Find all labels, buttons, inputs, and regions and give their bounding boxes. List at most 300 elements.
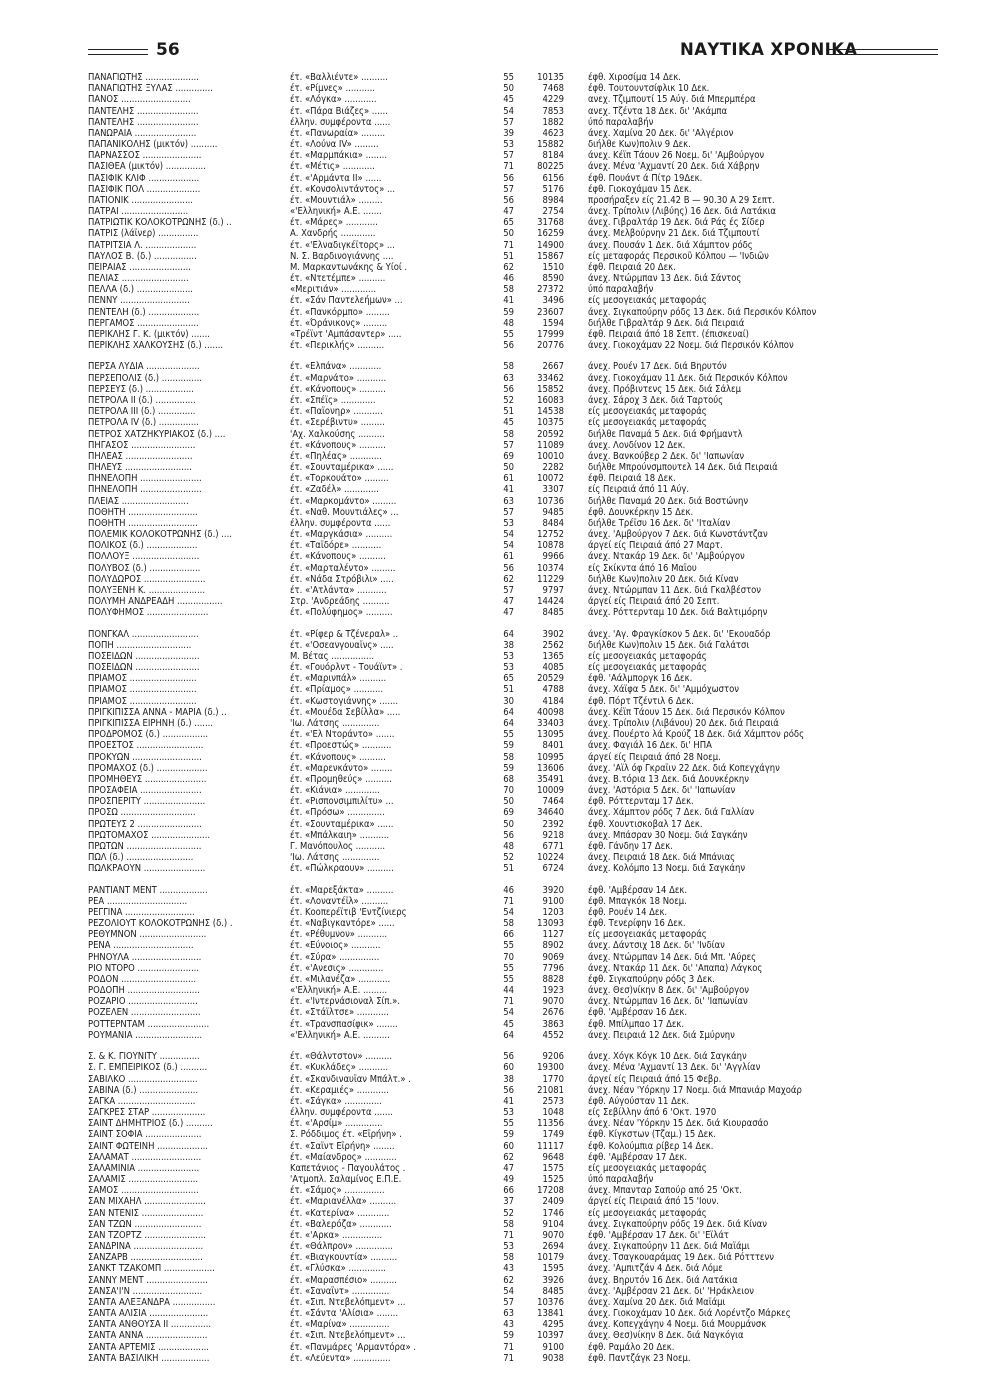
ship-name: ΡΟΤΤΕΡΝΤΑΜ ....................... bbox=[88, 1018, 210, 1030]
movement: άργεί είς Πειραιά άπό 28 Νοεμ. bbox=[588, 751, 721, 763]
ship-name: ΣΑΒΙΛΚΟ .......................... bbox=[88, 1073, 198, 1085]
ship-name: ΣΑΓΚΑ ............................. bbox=[88, 1095, 196, 1107]
owner: έλλην. συμφέροντα ...... bbox=[290, 116, 391, 128]
tonnage: 7796 bbox=[542, 962, 564, 974]
movement: είς Σεβίλλην άπό 6 'Οκτ. 1970 bbox=[588, 1107, 717, 1119]
movement: άνεχ. Τσαγκουαράμας 19 Δεκ. διά Ρότττενν bbox=[588, 1252, 774, 1264]
movement: έφθ. Κίγκστων (Τζαμ.) 15 Δεκ. bbox=[588, 1129, 716, 1141]
movement: άνεχ. Ντακάρ 19 Δεκ. δι' 'Αμβούργον bbox=[588, 551, 745, 563]
movement: άνεχ. Πειραιά 12 Δεκ. διά Σμύρνην bbox=[588, 1029, 735, 1041]
tonnage: 9104 bbox=[542, 1218, 564, 1230]
tonnage: 4788 bbox=[542, 684, 564, 696]
year-built: 59 bbox=[503, 1129, 514, 1141]
movement: είς μεσογειακάς μεταφοράς bbox=[588, 1162, 707, 1174]
ship-name: ΠΡΟΣΩ ............................ bbox=[88, 807, 196, 819]
ship-row bbox=[88, 1152, 938, 1163]
owner: έτ. «Μιλανέζα» ............ bbox=[290, 973, 391, 985]
ship-row bbox=[88, 361, 938, 372]
movement: άνεχ. Βηρυτόν 16 Δεκ. διά Λατάκια bbox=[588, 1274, 738, 1286]
owner: Σ. Ρόδδιμος έτ. «Εΐρήνη» . bbox=[290, 1129, 402, 1141]
ship-row bbox=[88, 217, 938, 228]
owner: έτ. «Σερέβιντυ» ......... bbox=[290, 417, 385, 429]
year-built: 65 bbox=[503, 217, 514, 229]
tonnage: 1575 bbox=[542, 1162, 564, 1174]
tonnage: 2392 bbox=[542, 818, 564, 830]
year-built: 57 bbox=[503, 150, 514, 162]
owner: 'Αχ. Χαλκούσης .......... bbox=[290, 428, 385, 440]
owner: έτ. «Κονσολιντάντος» ... bbox=[290, 183, 396, 195]
ship-name: ΣΑΝΤΑ ΑΛΕΞΑΝΔΡΑ ................ bbox=[88, 1296, 216, 1308]
ship-name: ΣΑΛΑΜΙΣ .......................... bbox=[88, 1174, 199, 1186]
year-built: 57 bbox=[503, 439, 514, 451]
ship-row bbox=[88, 1062, 938, 1073]
owner: έτ. «Ρέθυμνον» ........... bbox=[290, 929, 388, 941]
movement: διήλθε Κων)πολιν 15 Δεκ. διά Γαλάτσι bbox=[588, 639, 750, 651]
ship-name: ΠΕΙΡΑΙΑΣ ....................... bbox=[88, 261, 191, 273]
year-built: 47 bbox=[503, 206, 514, 218]
year-built: 54 bbox=[503, 529, 514, 541]
movement: άνεχ. 'Αγ. Φραγκίσκον 5 Δεκ. δι' 'Εκουαδόρ bbox=[588, 628, 771, 640]
year-built: 59 bbox=[503, 762, 514, 774]
owner: έτ. «Μαρνάτο» ........... bbox=[290, 372, 387, 384]
year-built: 55 bbox=[503, 973, 514, 985]
year-built: 55 bbox=[503, 72, 514, 83]
tonnage: 3920 bbox=[542, 884, 564, 896]
year-built: 53 bbox=[503, 1107, 514, 1119]
ship-row bbox=[88, 1342, 938, 1353]
owner: έτ. «Σιπ. Ντεβελόπμεντ» ... bbox=[290, 1330, 406, 1342]
ship-row bbox=[88, 540, 938, 551]
movement: διήλθε Παναμά 5 Δεκ. διά Φρήμαντλ bbox=[588, 428, 743, 440]
year-built: 44 bbox=[503, 985, 514, 997]
owner: έτ. «Βαλλιέντε» .......... bbox=[290, 72, 388, 83]
tonnage: 4295 bbox=[542, 1319, 564, 1331]
ship-row bbox=[88, 940, 938, 951]
movement: ανεχ. Τζέντα 18 Δεκ. δι' 'Ακάμπα bbox=[588, 105, 728, 117]
tonnage: 14900 bbox=[537, 239, 564, 251]
owner: έτ. «Τρανσπασίφικ» ........ bbox=[290, 1018, 398, 1030]
ship-row bbox=[88, 318, 938, 329]
owner: έτ. «'Ιντερνάσιοναλ Σίπ.». bbox=[290, 996, 400, 1008]
tonnage: 40098 bbox=[537, 706, 564, 718]
ship-row bbox=[88, 841, 938, 852]
movement: άνεχ. Τρίπολιν (Λιβάνου) 20 Δεκ. διά Πειραιά bbox=[588, 718, 779, 729]
owner: έτ. «Σάμος» ............... bbox=[290, 1185, 385, 1197]
year-built: 38 bbox=[503, 1073, 514, 1085]
owner: έτ. «'Αρσίμ» .............. bbox=[290, 1118, 383, 1130]
owner: έτ. «Κάνοπους» .......... bbox=[290, 439, 386, 451]
tonnage: 9966 bbox=[542, 551, 564, 563]
ship-row bbox=[88, 284, 938, 295]
ship-name: ΠΡΟΕΣΤΟΣ ......................... bbox=[88, 740, 204, 752]
ship-row bbox=[88, 1353, 938, 1364]
tonnage: 3863 bbox=[542, 1018, 564, 1030]
year-built: 57 bbox=[503, 116, 514, 128]
owner: έτ. «Κεραμιές» ............ bbox=[290, 1084, 389, 1096]
year-built: 51 bbox=[503, 684, 514, 696]
owner: έτ. «Σάγκα» .............. bbox=[290, 1095, 382, 1107]
tonnage: 9069 bbox=[542, 951, 564, 963]
ship-row bbox=[88, 262, 938, 273]
movement: άνεχ. Μένα 'Αχμαντί 20 Δεκ. διά Χάβρην bbox=[588, 161, 760, 173]
ship-row bbox=[88, 729, 938, 740]
ship-name: ΠΡΩΤΟΜΑΧΟΣ ...................... bbox=[88, 829, 211, 841]
owner: «Μεριτιάν» ............. bbox=[290, 284, 377, 296]
owner: Στρ. 'Ανδρεάδης .......... bbox=[290, 596, 390, 608]
ship-row bbox=[88, 696, 938, 707]
year-built: 48 bbox=[503, 317, 514, 329]
ship-row bbox=[88, 384, 938, 395]
movement: άνεχ. Χαμίνα 20 Δεκ. δι' 'Αλγέριον bbox=[588, 127, 734, 139]
tonnage: 4229 bbox=[542, 94, 564, 106]
ship-row bbox=[88, 1007, 938, 1018]
ship-row bbox=[88, 952, 938, 963]
ship-name: ΠΟΛΛΟΥΞ ......................... bbox=[88, 551, 200, 563]
year-built: 55 bbox=[503, 962, 514, 974]
owner: έτ. «Ζαδέλ» ............. bbox=[290, 484, 379, 496]
ship-row bbox=[88, 1196, 938, 1207]
ship-row bbox=[88, 251, 938, 262]
year-built: 56 bbox=[503, 1084, 514, 1096]
movement: άνεχ. Σιγκαπούρην ρόδς 13 Δεκ. διά Περσικόν Κόλπον bbox=[588, 306, 817, 318]
year-built: 55 bbox=[503, 328, 514, 340]
year-built: 53 bbox=[503, 139, 514, 151]
tonnage: 2667 bbox=[542, 361, 564, 373]
ship-name: ΣΑΝ ΤΖΩΝ ......................... bbox=[88, 1218, 202, 1230]
tonnage: 10375 bbox=[537, 417, 564, 429]
ship-name: ΣΑΝΤΑ ΑΛΙΣΙΑ ...................... bbox=[88, 1308, 209, 1320]
ship-row bbox=[88, 574, 938, 585]
ship-name: ΠΑΝΑΓΙΩΤΗΣ .................... bbox=[88, 72, 199, 83]
ship-row bbox=[88, 518, 938, 529]
tonnage: 9038 bbox=[542, 1352, 564, 1364]
ship-name: ΠΕΤΡΟΛΑ ΙΙ (δ.) ............... bbox=[88, 395, 196, 406]
year-built: 56 bbox=[503, 194, 514, 206]
tonnage: 2573 bbox=[542, 1095, 564, 1107]
owner: έτ. «Ντετέμπε» .......... bbox=[290, 273, 386, 285]
ship-row bbox=[88, 496, 938, 507]
owner: έτ. «Προμηθεύς» .......... bbox=[290, 773, 392, 785]
tonnage: 2676 bbox=[542, 1007, 564, 1019]
owner: έτ. «Σουνταμέρικα» ...... bbox=[290, 818, 394, 830]
owner: έτ. «Σπέϊς» ............. bbox=[290, 395, 376, 406]
owner: έτ. «Μπάλκαιη» ........... bbox=[290, 829, 390, 841]
ship-name: ΠΑΠΑΝΙΚΟΛΗΣ (μικτόν) .......... bbox=[88, 139, 218, 151]
owner: έτ. «Θάλντστον» .......... bbox=[290, 1051, 393, 1063]
ship-row bbox=[88, 996, 938, 1007]
year-built: 54 bbox=[503, 540, 514, 552]
owner: έτ. «Ρίφερ & Τζένεραλ» .. bbox=[290, 628, 399, 640]
movement: έφθ. Χιροσίμα 14 Δεκ. bbox=[588, 72, 681, 83]
ship-row bbox=[88, 785, 938, 796]
owner: έτ. «Μαριανέλλα» .......... bbox=[290, 1196, 397, 1208]
tonnage: 16083 bbox=[537, 395, 564, 406]
movement: είς Πειραιά άπό 11 Αύγ. bbox=[588, 484, 690, 496]
owner: έτ. «Μαίανδρος» ............ bbox=[290, 1151, 397, 1163]
ship-name: ΠΡΙΑΜΟΣ ......................... bbox=[88, 684, 197, 696]
ship-name: ΣΑΝΤΑ ΑΝΝΑ ....................... bbox=[88, 1330, 208, 1342]
year-built: 43 bbox=[503, 1319, 514, 1331]
ship-name: ΠΟΛΥΒΟΣ (δ.) ................... bbox=[88, 562, 201, 574]
tonnage: 1882 bbox=[542, 116, 564, 128]
ship-row bbox=[88, 807, 938, 818]
owner: έτ. «Σύρα» ............... bbox=[290, 951, 380, 963]
ship-group bbox=[88, 885, 938, 1041]
owner: έτ. «Εύνοιος» ........... bbox=[290, 940, 381, 952]
tonnage: 2409 bbox=[542, 1196, 564, 1208]
ship-name: ΡΕΘΥΜΝΟΝ ......................... bbox=[88, 929, 207, 941]
tonnage: 10135 bbox=[537, 72, 564, 83]
movement: διήλθε Κων)πολιν 20 Δεκ. διά Κίναν bbox=[588, 573, 739, 585]
tonnage: 1746 bbox=[542, 1207, 564, 1219]
year-built: 71 bbox=[503, 1229, 514, 1241]
tonnage: 8984 bbox=[542, 194, 564, 206]
ship-row bbox=[88, 373, 938, 384]
owner: έτ. «Κάνοπους» .......... bbox=[290, 551, 386, 563]
ship-row bbox=[88, 1129, 938, 1140]
ship-name: ΠΟΣΕΙΔΩΝ ........................ bbox=[88, 650, 200, 662]
ship-row bbox=[88, 128, 938, 139]
movement: άνεχ. Γιοκοχάμαν 22 Νοεμ. διά Περσικόν Κόλπον bbox=[588, 340, 794, 352]
movement: έφθ. Ρόττερνταμ 17 Δεκ. bbox=[588, 796, 694, 808]
year-built: 71 bbox=[503, 895, 514, 907]
year-built: 69 bbox=[503, 450, 514, 462]
year-built: 57 bbox=[503, 1296, 514, 1308]
owner: έτ. «Γουόρλντ - Τουάϊντ» . bbox=[290, 662, 403, 674]
ship-row bbox=[88, 406, 938, 417]
year-built: 70 bbox=[503, 951, 514, 963]
owner: έτ. «Πρόσω» .............. bbox=[290, 807, 385, 819]
tonnage: 33403 bbox=[537, 718, 564, 729]
tonnage: 10374 bbox=[537, 562, 564, 574]
ship-row bbox=[88, 629, 938, 640]
year-built: 57 bbox=[503, 183, 514, 195]
owner: έτ. «'Ελναδιγκέϊτορς» ... bbox=[290, 239, 395, 251]
year-built: 66 bbox=[503, 929, 514, 941]
tonnage: 4184 bbox=[542, 695, 564, 707]
tonnage: 1594 bbox=[542, 317, 564, 329]
owner: έτ. «Ναβιγκαντόρε» ...... bbox=[290, 918, 395, 930]
owner: έτ. «Πρίαμος» ........... bbox=[290, 684, 384, 696]
year-built: 70 bbox=[503, 785, 514, 797]
ship-row bbox=[88, 1275, 938, 1286]
tonnage: 7464 bbox=[542, 796, 564, 808]
tonnage: 27372 bbox=[537, 284, 564, 296]
tonnage: 12752 bbox=[537, 529, 564, 541]
year-built: 71 bbox=[503, 996, 514, 1008]
ship-row bbox=[88, 885, 938, 896]
owner: 'Ιω. Λάτσης .............. bbox=[290, 718, 380, 729]
page-header bbox=[88, 40, 938, 70]
ship-group bbox=[88, 1051, 938, 1364]
ship-row bbox=[88, 774, 938, 785]
movement: έφθ. Τενερίφην 16 Δεκ. bbox=[588, 918, 686, 930]
year-built: 58 bbox=[503, 284, 514, 296]
ship-row bbox=[88, 295, 938, 306]
ship-name: ΠΕΡΣΕΥΣ (δ.) .................. bbox=[88, 383, 194, 395]
tonnage: 6156 bbox=[542, 172, 564, 184]
ship-name: ΠΗΛΕΥΣ ......................... bbox=[88, 462, 192, 474]
ship-row bbox=[88, 1241, 938, 1252]
year-built: 50 bbox=[503, 83, 514, 95]
ship-name: ΣΑΛΑΜΙΝΙΑ ....................... bbox=[88, 1162, 200, 1174]
movement: άνεχ. 'Αϊλ όφ Γκραϊιν 22 Δεκ. διά Κοπεγχάγην bbox=[588, 762, 780, 774]
ship-name: Σ. & Κ. ΓΙΟΥΝΙΤΥ ............... bbox=[88, 1051, 200, 1063]
movement: άνεχ. 'Αστόρια 5 Δεκ. δι' 'Ιαπωνίαν bbox=[588, 785, 736, 797]
movement: άνεχ. Βανκούβερ 2 Δεκ. δι' 'Ιαπωνίαν bbox=[588, 450, 745, 462]
tonnage: 6724 bbox=[542, 863, 564, 875]
movement: ύπό παραλαβήν bbox=[588, 116, 654, 128]
year-built: 64 bbox=[503, 628, 514, 640]
ship-name: ΠΟΘΗΤΗ .......................... bbox=[88, 506, 198, 518]
owner: έτ. «Μουέδα Σεβίλλα» ..... bbox=[290, 706, 401, 718]
movement: έφθ. 'Αμβέρσαν 17 Δεκ. δι' 'Εϊλάτ bbox=[588, 1229, 729, 1241]
movement: άνεχ. 'Αμβούργον 7 Δεκ. διά Κωνστάντζαν bbox=[588, 529, 768, 541]
movement: διήλθε Γιβραλτάρ 9 Δεκ. διά Πειραιά bbox=[588, 317, 745, 329]
ship-row bbox=[88, 985, 938, 996]
tonnage: 7468 bbox=[542, 83, 564, 95]
movement: έφθ. Γάνδην 17 Δεκ. bbox=[588, 840, 673, 852]
ship-row bbox=[88, 596, 938, 607]
ship-row bbox=[88, 929, 938, 940]
ship-name: ΡΟΔΟΠΗ ........................... bbox=[88, 985, 200, 997]
owner: Α. Χανδρής ............. bbox=[290, 228, 376, 240]
owner: «Τρέϊντ 'Αμπάσαντερ» ..... bbox=[290, 328, 402, 340]
movement: άνεχ. Τρίπολιν (Λιβύης) 16 Δεκ. διά Λατάκια bbox=[588, 206, 776, 218]
year-built: 51 bbox=[503, 250, 514, 262]
owner: έτ. «Πώλκραουν» .......... bbox=[290, 863, 394, 875]
year-built: 58 bbox=[503, 428, 514, 440]
tonnage: 6771 bbox=[542, 840, 564, 852]
owner: 'Ατμοπλ. Σαλαμίνος Ε.Π.Ε. bbox=[290, 1174, 402, 1186]
ship-row bbox=[88, 684, 938, 695]
tonnage: 80225 bbox=[537, 161, 564, 173]
owner: έτ. «Τορκουάτο» ......... bbox=[290, 473, 389, 485]
ship-name: ΠΡΙΑΜΟΣ ......................... bbox=[88, 673, 197, 685]
movement: είς μεσογειακάς μεταφοράς bbox=[588, 650, 707, 662]
tonnage: 10995 bbox=[537, 751, 564, 763]
tonnage: 8902 bbox=[542, 940, 564, 952]
ship-row bbox=[88, 673, 938, 684]
tonnage: 1048 bbox=[542, 1107, 564, 1119]
owner: έτ. «Λόγκα» ............ bbox=[290, 94, 377, 106]
ship-group bbox=[88, 72, 938, 351]
movement: άνεχ. Σάροχ 3 Δεκ. διά Ταρτούς bbox=[588, 395, 724, 406]
owner: έτ. «Πανμάρες 'Αρμαντόρα» . bbox=[290, 1341, 416, 1353]
movement: διήλθε Κων)πολιν 9 Δεκ. bbox=[588, 139, 691, 151]
tonnage: 11229 bbox=[537, 573, 564, 585]
ship-name: ΠΑΣΙΘΕΑ (μικτόν) ............... bbox=[88, 161, 206, 173]
year-built: 69 bbox=[503, 807, 514, 819]
ship-row bbox=[88, 752, 938, 763]
owner: έτ. «'Αρκα» ............... bbox=[290, 1229, 383, 1241]
ship-row bbox=[88, 1174, 938, 1185]
owner: έτ. «Ταϊδόρε» ........... bbox=[290, 540, 382, 552]
ship-row bbox=[88, 94, 938, 105]
movement: άνεχ. Λονδίνον 12 Δεκ. bbox=[588, 439, 686, 451]
movement: έφθ. Κολούμπια ρίβερ 14 Δεκ. bbox=[588, 1140, 714, 1152]
movement: άνεχ. Γιοκοχάμαν 11 Δεκ. διά Περσικόν Κόλπον bbox=[588, 372, 788, 384]
ship-name: ΠΡΙΓΚΙΠΙΣΣΑ ΑΝΝΑ - ΜΑΡΙΑ (δ.) .. bbox=[88, 706, 227, 718]
year-built: 58 bbox=[503, 1218, 514, 1230]
ship-name: ΠΟΛΙΚΟΣ (δ.) ................... bbox=[88, 540, 198, 552]
movement: άνεχ. Γιοκοχάμαν 10 Δεκ. διά Λορέντζο Μάρκες bbox=[588, 1308, 791, 1320]
ship-row bbox=[88, 718, 938, 729]
owner: Μ. Βέτας ................ bbox=[290, 650, 375, 662]
tonnage: 15867 bbox=[537, 250, 564, 262]
year-built: 49 bbox=[503, 1174, 514, 1186]
year-built: 41 bbox=[503, 1095, 514, 1107]
movement: είς μεσογειακάς μεταφοράς bbox=[588, 662, 707, 674]
owner: έτ. «Σαναΐντ» .............. bbox=[290, 1285, 390, 1297]
year-built: 58 bbox=[503, 751, 514, 763]
ship-name: ΡΕΝΑ .............................. bbox=[88, 940, 194, 952]
ship-row bbox=[88, 963, 938, 974]
ship-name: ΠΑΝΤΕΛΗΣ ....................... bbox=[88, 116, 199, 128]
ship-row bbox=[88, 1096, 938, 1107]
ship-name: ΠΡΟΚΥΩΝ .......................... bbox=[88, 751, 202, 763]
movement: άνεχ. Κέϊπ Τάουν 26 Νοεμ. δι' 'Αμβούργον bbox=[588, 150, 765, 162]
tonnage: 35491 bbox=[537, 773, 564, 785]
ship-row bbox=[88, 117, 938, 128]
movement: άργεί είς Πειραιά άπό 20 Σεπτ. bbox=[588, 596, 720, 608]
tonnage: 33462 bbox=[537, 372, 564, 384]
owner: έτ. «Ελπάνα» ............ bbox=[290, 361, 382, 373]
ship-name: ΠΡΟΜΗΘΕΥΣ ....................... bbox=[88, 773, 207, 785]
tonnage: 1510 bbox=[542, 261, 564, 273]
ship-name: ΠΟΝΓΚΑΛ ......................... bbox=[88, 628, 199, 640]
ship-name: ΠΩΛΚΡΑΟΥΝ ....................... bbox=[88, 863, 206, 875]
year-built: 60 bbox=[503, 1062, 514, 1074]
movement: άνεχ. Χαμίνα 20 Δεκ. διά Μαϊάμι bbox=[588, 1296, 726, 1308]
ship-name: ΣΑΝΣΑ'Ι'Ν .......................... bbox=[88, 1285, 203, 1297]
ship-name: ΠΟΛΥΜΗ ΑΝΔΡΕΑΔΗ ................. bbox=[88, 596, 223, 608]
tonnage: 1525 bbox=[542, 1174, 564, 1186]
year-built: 52 bbox=[503, 852, 514, 864]
movement: έφθ. Πειραιά 18 Δεκ. bbox=[588, 473, 676, 485]
movement: άνεχ. Κολόμπο 13 Νοεμ. διά Σαγκάην bbox=[588, 863, 746, 875]
movement: άνεχ. Θεσ)νίκην 8 Δεκ. δι' 'Αμβούργον bbox=[588, 985, 749, 997]
ship-row bbox=[88, 1074, 938, 1085]
ship-row bbox=[88, 1185, 938, 1196]
tonnage: 8485 bbox=[542, 1285, 564, 1297]
movement: έφθ. 'Αμβέρσαν 16 Δεκ. bbox=[588, 1007, 688, 1019]
tonnage: 7853 bbox=[542, 105, 564, 117]
year-built: 46 bbox=[503, 273, 514, 285]
movement: άνεχ. Σιγκαπούρην 11 Δεκ. διά Μαϊάμι bbox=[588, 1241, 750, 1253]
owner: 'Ιω. Λάτσης .............. bbox=[290, 852, 380, 864]
year-built: 60 bbox=[503, 1140, 514, 1152]
ship-name: Σ. Γ. ΕΜΠΕΙΡΙΚΟΣ (δ.) .......... bbox=[88, 1062, 208, 1074]
movement: άνεχ. Μένα 'Αχμαντί 13 Δεκ. δι' 'Αγγλίαν bbox=[588, 1062, 761, 1074]
year-built: 45 bbox=[503, 94, 514, 106]
ship-row bbox=[88, 607, 938, 618]
year-built: 30 bbox=[503, 695, 514, 707]
owner: έτ. «'Οσεανγουαϊνς» ..... bbox=[290, 639, 394, 651]
owner: έτ. «Σιπ. Ντεβελόπμεντ» ... bbox=[290, 1296, 406, 1308]
ship-name: ΠΑΝΟΣ .......................... bbox=[88, 94, 191, 106]
ship-row bbox=[88, 585, 938, 596]
tonnage: 4085 bbox=[542, 662, 564, 674]
movement: άνεχ. Ντώρμπαν 14 Δεκ. διά Μπ. 'Αύρες bbox=[588, 951, 757, 963]
owner: έτ. «Μαρμπάκια» ........ bbox=[290, 150, 387, 162]
year-built: 54 bbox=[503, 1285, 514, 1297]
ship-row bbox=[88, 662, 938, 673]
year-built: 58 bbox=[503, 1252, 514, 1264]
ship-name: ΠΡΙΑΜΟΣ ......................... bbox=[88, 695, 197, 707]
movement: άργεί είς Πειραιά άπό 27 Μαρτ. bbox=[588, 540, 723, 552]
owner: «'Ελληνική» Α.Ε. ....... bbox=[290, 206, 382, 218]
